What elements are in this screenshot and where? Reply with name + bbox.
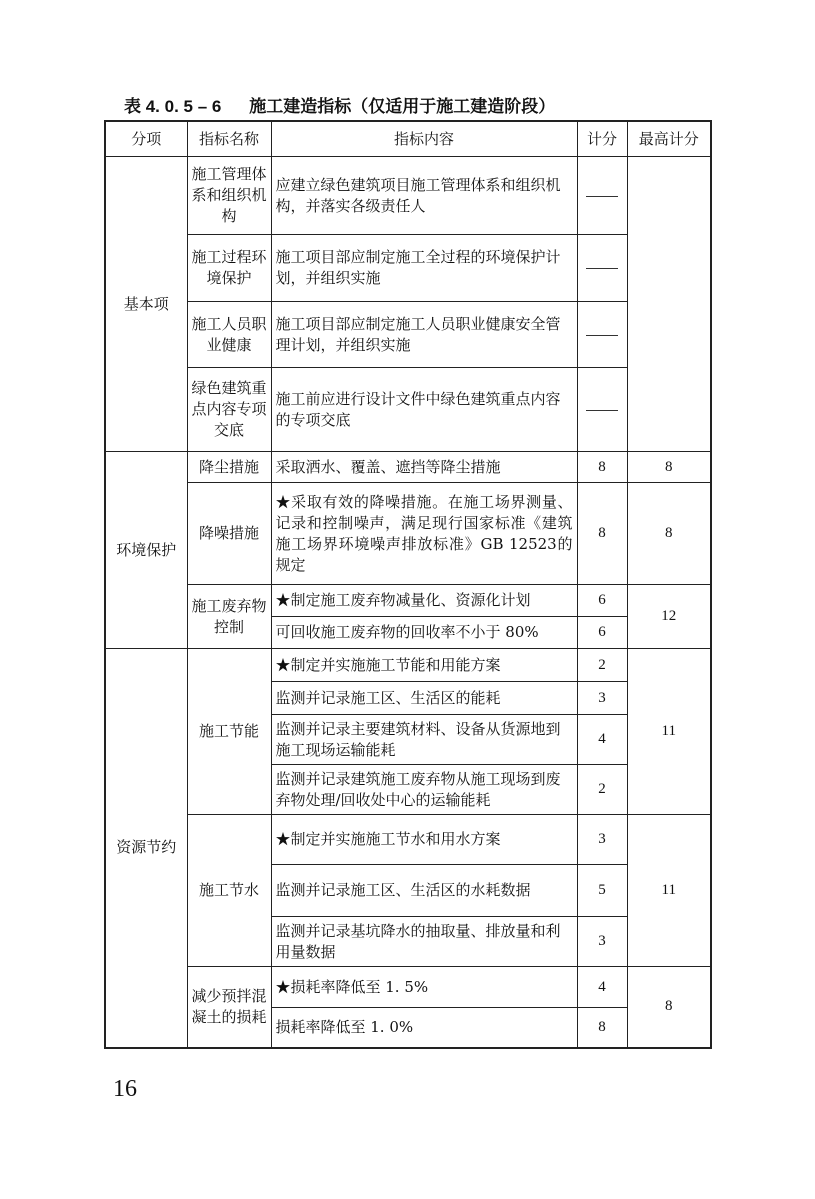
category-environment: 环境保护	[105, 452, 187, 649]
indicator-content: 监测并记录施工区、生活区的水耗数据	[271, 865, 577, 917]
max-score: 11	[627, 649, 711, 815]
dash-mark	[586, 268, 618, 269]
table-row	[105, 302, 711, 368]
category-resource: 资源节约	[105, 649, 187, 1048]
dash-mark	[586, 335, 618, 336]
indicator-name: 施工人员职业健康	[187, 302, 271, 368]
table-number: 表 4. 0. 5 – 6	[124, 97, 222, 116]
score: 5	[577, 865, 627, 917]
score: 3	[577, 917, 627, 967]
indicator-name: 施工过程环境保护	[187, 235, 271, 302]
indicator-content: ★损耗率降低至 1. 5%	[271, 967, 577, 1008]
score: 2	[577, 765, 627, 815]
table-header-row	[105, 121, 711, 157]
score: 8	[577, 483, 627, 585]
table-row	[105, 483, 711, 585]
table-row	[105, 585, 711, 617]
indicator-content: ★制定施工废弃物减量化、资源化计划	[271, 585, 577, 617]
score: 8	[577, 1008, 627, 1048]
dash-mark	[586, 410, 618, 411]
score-dash	[577, 235, 627, 302]
category-basic: 基本项	[105, 157, 187, 452]
indicator-content: 损耗率降低至 1. 0%	[271, 1008, 577, 1048]
table-row	[105, 649, 711, 682]
table-row	[105, 157, 711, 235]
header-max-score: 最高计分	[627, 121, 711, 157]
table-row	[105, 235, 711, 302]
indicator-content: ★制定并实施施工节能和用能方案	[271, 649, 577, 682]
score-dash	[577, 368, 627, 452]
score: 6	[577, 585, 627, 617]
dash-mark	[586, 196, 618, 197]
score: 2	[577, 649, 627, 682]
page-number: 16	[113, 1076, 137, 1102]
score: 3	[577, 682, 627, 715]
indicator-name: 降噪措施	[187, 483, 271, 585]
indicator-name: 施工节水	[187, 815, 271, 967]
score: 4	[577, 715, 627, 765]
indicator-name: 减少预拌混凝土的损耗	[187, 967, 271, 1048]
max-score: 11	[627, 815, 711, 967]
indicator-name: 绿色建筑重点内容专项交底	[187, 368, 271, 452]
header-content: 指标内容	[271, 121, 577, 157]
table-title: 施工建造指标（仅适用于施工建造阶段）	[249, 97, 556, 117]
indicator-content: ★采取有效的降噪措施。在施工场界测量、记录和控制噪声，满足现行国家标准《建筑施工场界环境噪声排放标准》GB 12523的规定	[271, 483, 577, 585]
indicator-table	[104, 120, 712, 1049]
indicator-content: 施工项目部应制定施工人员职业健康安全管理计划，并组织实施	[271, 302, 577, 368]
max-score: 8	[627, 452, 711, 483]
table-row	[105, 967, 711, 1008]
indicator-content: 施工项目部应制定施工全过程的环境保护计划，并组织实施	[271, 235, 577, 302]
score: 4	[577, 967, 627, 1008]
indicator-content: ★制定并实施施工节水和用水方案	[271, 815, 577, 865]
score: 6	[577, 617, 627, 649]
table-row	[105, 452, 711, 483]
score: 8	[577, 452, 627, 483]
max-score: 12	[627, 585, 711, 649]
table-row	[105, 815, 711, 865]
indicator-content: 可回收施工废弃物的回收率不小于 80%	[271, 617, 577, 649]
indicator-name: 降尘措施	[187, 452, 271, 483]
indicator-name: 施工管理体系和组织机构	[187, 157, 271, 235]
indicator-content: 监测并记录建筑施工废弃物从施工现场到废弃物处理/回收处中心的运输能耗	[271, 765, 577, 815]
max-score: 8	[627, 967, 711, 1048]
score-dash	[577, 157, 627, 235]
score: 3	[577, 815, 627, 865]
header-category: 分项	[105, 121, 187, 157]
header-score: 计分	[577, 121, 627, 157]
max-score: 8	[627, 483, 711, 585]
indicator-content: 监测并记录基坑降水的抽取量、排放量和利用量数据	[271, 917, 577, 967]
indicator-content: 监测并记录施工区、生活区的能耗	[271, 682, 577, 715]
indicator-content: 监测并记录主要建筑材料、设备从货源地到施工现场运输能耗	[271, 715, 577, 765]
indicator-content: 施工前应进行设计文件中绿色建筑重点内容的专项交底	[271, 368, 577, 452]
max-score-empty	[627, 157, 711, 452]
table-caption	[124, 92, 555, 117]
indicator-content: 应建立绿色建筑项目施工管理体系和组织机构，并落实各级责任人	[271, 157, 577, 235]
indicator-content: 采取洒水、覆盖、遮挡等降尘措施	[271, 452, 577, 483]
header-indicator: 指标名称	[187, 121, 271, 157]
indicator-name: 施工节能	[187, 649, 271, 815]
indicator-name: 施工废弃物控制	[187, 585, 271, 649]
table-row	[105, 368, 711, 452]
score-dash	[577, 302, 627, 368]
